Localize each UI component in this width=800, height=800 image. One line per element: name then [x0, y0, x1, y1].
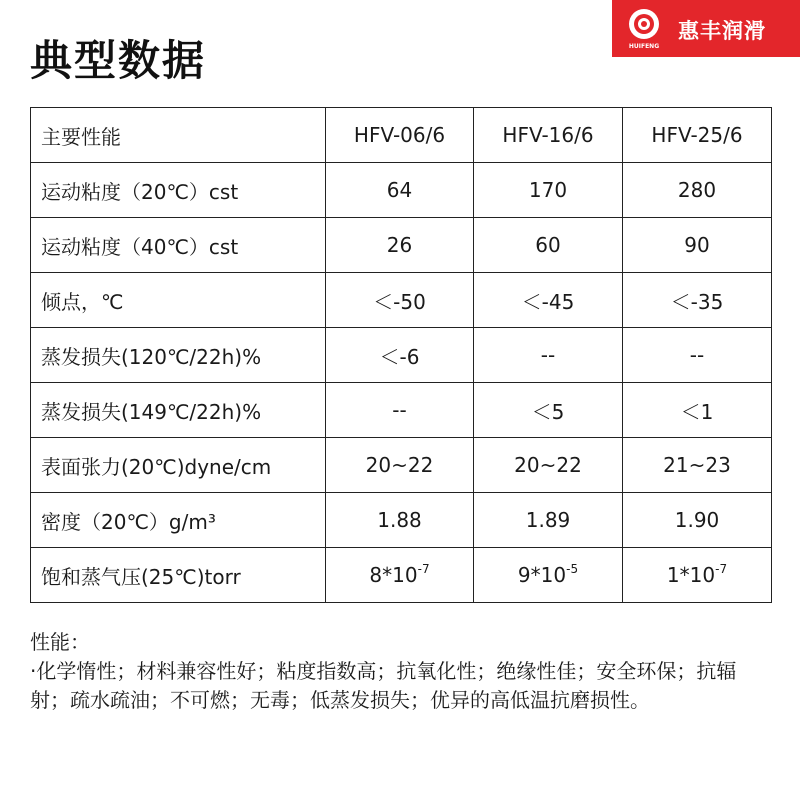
header-model: HFV-06/6 [326, 108, 474, 163]
row-value: ＜-45 [474, 273, 623, 328]
row-value: 20~22 [474, 438, 623, 493]
huifeng-logo-icon [622, 6, 666, 50]
header-model: HFV-16/6 [474, 108, 623, 163]
row-label: 运动粘度（20℃）cst [31, 163, 326, 218]
row-value: ＜5 [474, 383, 623, 438]
row-value: ＜-50 [326, 273, 474, 328]
row-value: 90 [623, 218, 772, 273]
row-value: ＜1 [623, 383, 772, 438]
notes-heading: 性能： [30, 630, 90, 654]
value-exponent: -7 [715, 562, 728, 576]
row-label: 饱和蒸气压(25℃)torr [31, 548, 326, 603]
row-value [474, 548, 623, 603]
table-row [31, 273, 772, 328]
row-label: 蒸发损失(120℃/22h)% [31, 328, 326, 383]
brand-banner [612, 0, 800, 57]
row-value: 280 [623, 163, 772, 218]
row-value: 26 [326, 218, 474, 273]
row-value: 64 [326, 163, 474, 218]
row-value [623, 548, 772, 603]
table-row [31, 328, 772, 383]
features-notes [30, 628, 775, 715]
page-title: 典型数据 [30, 36, 207, 85]
table-row [31, 163, 772, 218]
brand-name: 惠丰润滑 [678, 19, 766, 43]
row-value: -- [326, 383, 474, 438]
notes-body: ·化学惰性；材料兼容性好；粘度指数高；抗氧化性；绝缘性佳；安全环保；抗辐射；疏水疏油；不可燃；无毒；低蒸发损失；优异的高低温抗磨损性。 [30, 659, 737, 712]
spec-table [30, 107, 772, 603]
header-label: 主要性能 [31, 108, 326, 163]
table-row [31, 493, 772, 548]
row-value: 170 [474, 163, 623, 218]
table-header-row [31, 108, 772, 163]
value-base: 8*10 [369, 563, 418, 587]
row-value: 21~23 [623, 438, 772, 493]
logo-wordmark: HUIFENG [628, 43, 660, 50]
row-value: -- [474, 328, 623, 383]
row-value [326, 548, 474, 603]
row-label: 运动粘度（40℃）cst [31, 218, 326, 273]
header-model: HFV-25/6 [623, 108, 772, 163]
row-value: 20~22 [326, 438, 474, 493]
row-label: 倾点，℃ [31, 273, 326, 328]
table-row [31, 438, 772, 493]
table-row [31, 548, 772, 603]
table-row [31, 218, 772, 273]
row-value: 1.90 [623, 493, 772, 548]
row-value: ＜-6 [326, 328, 474, 383]
value-base: 1*10 [666, 563, 716, 587]
row-label: 密度（20℃）g/m³ [31, 493, 326, 548]
row-value: ＜-35 [623, 273, 772, 328]
row-value: 1.89 [474, 493, 623, 548]
row-label: 蒸发损失(149℃/22h)% [31, 383, 326, 438]
table-row [31, 383, 772, 438]
row-value: -- [623, 328, 772, 383]
row-label: 表面张力(20℃)dyne/cm [31, 438, 326, 493]
value-exponent: -5 [566, 562, 579, 576]
row-value: 1.88 [326, 493, 474, 548]
row-value: 60 [474, 218, 623, 273]
value-base: 9*10 [517, 563, 567, 587]
value-exponent: -7 [417, 562, 430, 576]
